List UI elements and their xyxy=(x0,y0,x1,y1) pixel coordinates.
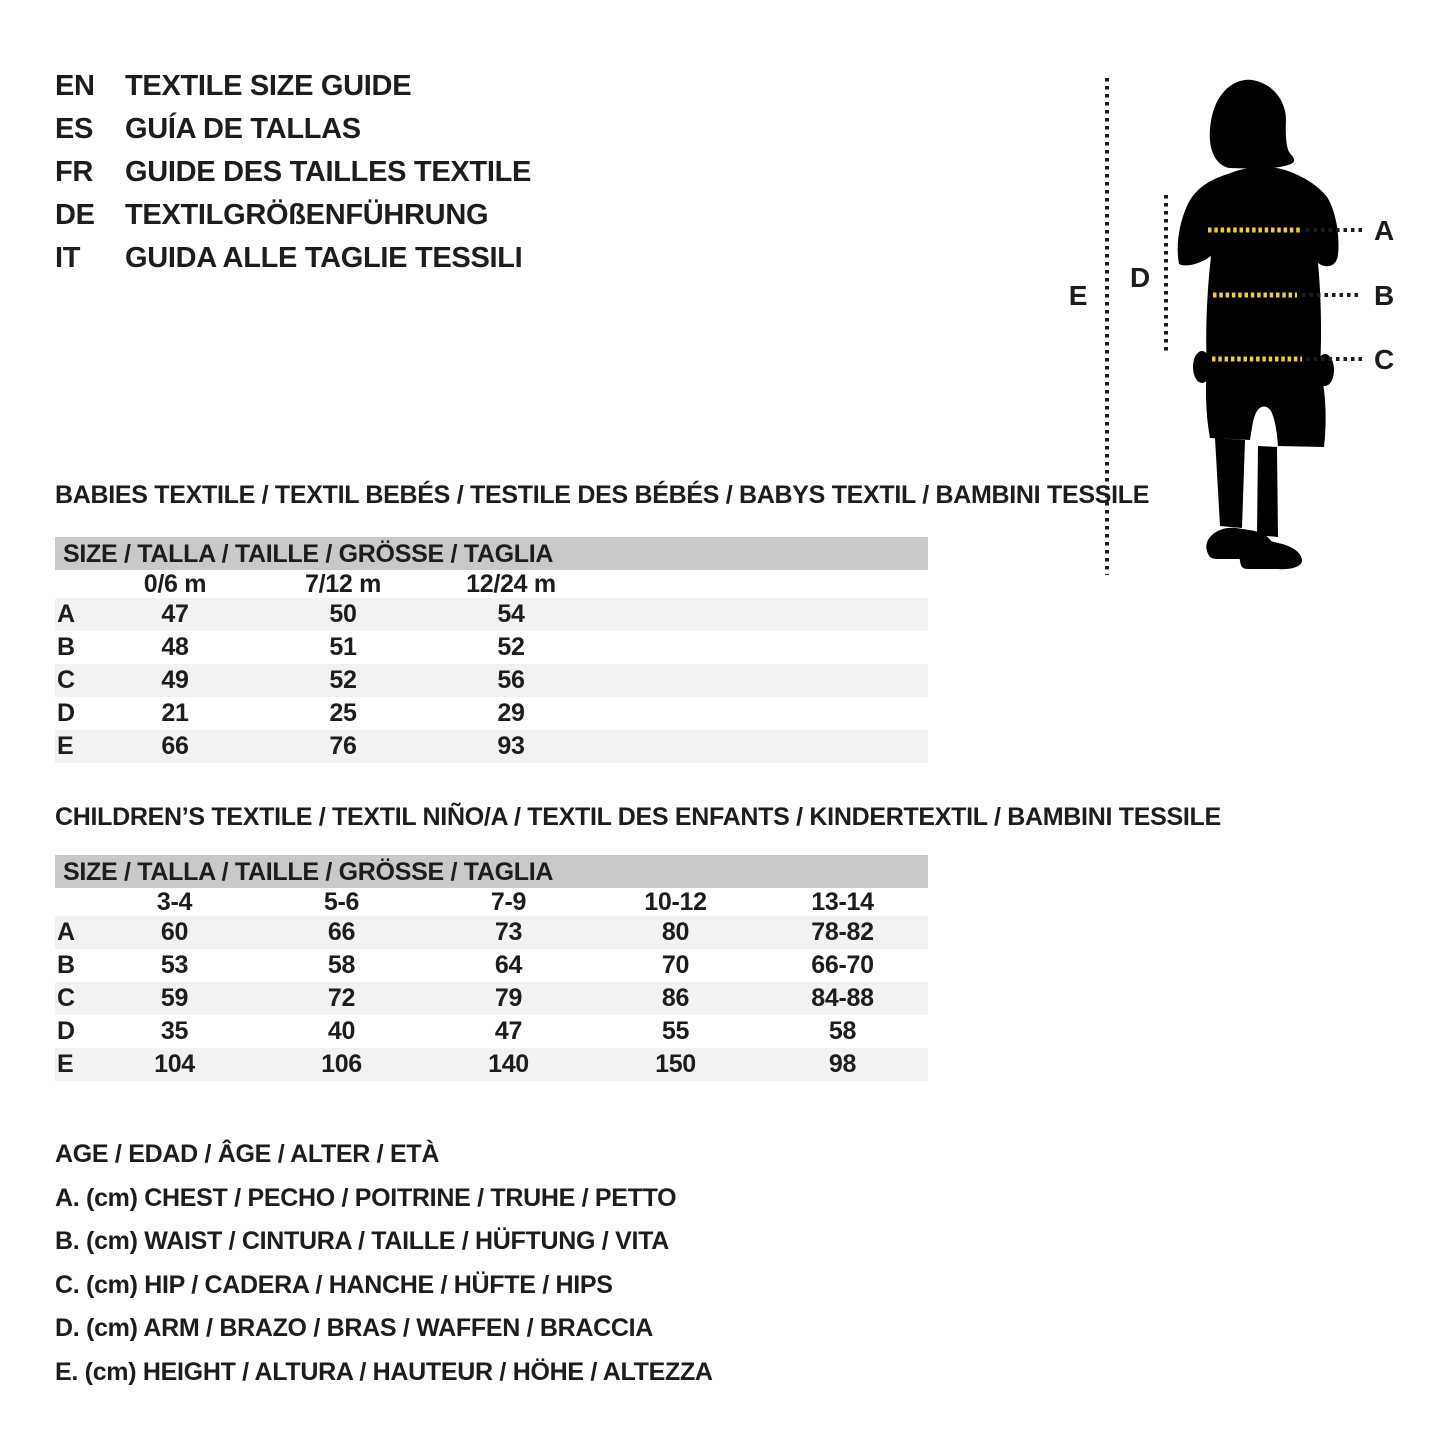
cell-value: 59 xyxy=(160,984,189,1012)
children-size-header-bar: SIZE / TALLA / TAILLE / GRÖSSE / TAGLIA xyxy=(55,855,928,888)
cell-value: 76 xyxy=(329,732,357,760)
legend-line-hip: C. (cm) HIP / CADERA / HANCHE / HÜFTE / HIPS xyxy=(55,1270,613,1299)
babies-column-header-row xyxy=(55,570,928,598)
column-header: 3-4 xyxy=(156,888,193,916)
column-header: 12/24 m xyxy=(466,570,556,598)
language-code: DE xyxy=(55,199,95,231)
table-row xyxy=(55,598,928,631)
row-label: A xyxy=(57,600,75,628)
corner-cell xyxy=(55,570,91,599)
marker-label-d: D xyxy=(1130,262,1150,293)
babies-section-title: BABIES TEXTILE / TEXTIL BEBÉS / TESTILE DES BÉBÉS / BABYS TEXTIL / BAMBINI TESSILE xyxy=(55,481,1150,509)
cell-value: 84-88 xyxy=(811,984,874,1012)
silhouette-tshirt xyxy=(1178,167,1339,370)
cell-value: 98 xyxy=(828,1050,857,1078)
measurement-legend xyxy=(55,1133,713,1394)
column-header: 5-6 xyxy=(323,888,360,916)
cell-value: 53 xyxy=(160,951,189,979)
cell-value: 104 xyxy=(154,1050,195,1078)
column-header: 7/12 m xyxy=(304,570,382,598)
cell-value: 150 xyxy=(655,1050,696,1078)
cell-value: 49 xyxy=(161,666,189,694)
legend-line-arm: D. (cm) ARM / BRAZO / BRAS / WAFFEN / BRACCIA xyxy=(55,1314,654,1342)
cell-value: 51 xyxy=(329,633,357,661)
cell-value: 47 xyxy=(161,600,189,628)
legend-line-height: E. (cm) HEIGHT / ALTURA / HAUTEUR / HÖHE / ALTEZZA xyxy=(55,1357,713,1386)
cell-value: 93 xyxy=(497,732,525,760)
language-title: TEXTILE SIZE GUIDE xyxy=(125,70,412,102)
cell-value: 79 xyxy=(494,984,523,1012)
cell-value: 66 xyxy=(161,732,189,760)
cell-value: 72 xyxy=(327,984,356,1012)
child-silhouette xyxy=(1178,80,1339,569)
marker-label-b: B xyxy=(1374,280,1394,311)
language-row-de xyxy=(55,194,531,237)
silhouette-left-leg xyxy=(1215,438,1245,528)
language-code: FR xyxy=(55,156,94,188)
table-row xyxy=(55,697,928,730)
cell-value: 73 xyxy=(494,918,523,946)
cell-value: 40 xyxy=(327,1017,356,1045)
table-row xyxy=(55,664,928,697)
language-code: EN xyxy=(55,70,95,102)
table-row xyxy=(55,1048,928,1081)
table-row xyxy=(55,1015,928,1048)
corner-cell xyxy=(55,888,91,917)
cell-value: 55 xyxy=(661,1017,690,1045)
cell-value: 66-70 xyxy=(811,951,874,979)
cell-value: 66 xyxy=(327,918,356,946)
language-title: GUIDE DES TAILLES TEXTILE xyxy=(125,156,532,188)
cell-value: 25 xyxy=(329,699,357,727)
cell-value: 78-82 xyxy=(811,918,874,946)
column-header: 13-14 xyxy=(811,888,874,916)
cell-value: 47 xyxy=(494,1017,523,1045)
language-title: GUIDA ALLE TAGLIE TESSILI xyxy=(125,242,523,274)
child-silhouette-measurement-figure xyxy=(1040,55,1445,600)
row-label: E xyxy=(57,732,74,760)
legend-line-waist: B. (cm) WAIST / CINTURA / TAILLE / HÜFTUNG / VITA xyxy=(55,1227,669,1255)
legend-line-chest: A. (cm) CHEST / PECHO / POITRINE / TRUHE / PETTO xyxy=(55,1183,677,1212)
cell-value: 54 xyxy=(497,600,525,628)
cell-value: 48 xyxy=(161,633,189,661)
column-header: 0/6 m xyxy=(143,570,207,598)
language-code: IT xyxy=(55,242,81,274)
language-row-en xyxy=(55,65,531,108)
cell-value: 106 xyxy=(321,1050,362,1078)
row-label: B xyxy=(57,633,75,661)
language-title-block xyxy=(55,65,531,280)
marker-label-c: C xyxy=(1374,344,1394,375)
row-label: A xyxy=(57,918,75,946)
column-header: 10-12 xyxy=(644,888,707,916)
legend-line-age: AGE / EDAD / ÂGE / ALTER / ETÀ xyxy=(55,1140,440,1168)
language-row-fr xyxy=(55,151,531,194)
row-label: B xyxy=(57,951,75,979)
table-row xyxy=(55,730,928,763)
language-row-es xyxy=(55,108,531,151)
table-row xyxy=(55,949,928,982)
cell-value: 50 xyxy=(329,600,357,628)
language-title: GUÍA DE TALLAS xyxy=(125,113,361,145)
children-section-title: CHILDREN’S TEXTILE / TEXTIL NIÑO/A / TEXTIL DES ENFANTS / KINDERTEXTIL / BAMBINI TESSILE xyxy=(55,803,1221,831)
cell-value: 58 xyxy=(327,951,356,979)
cell-value: 29 xyxy=(497,699,525,727)
language-code: ES xyxy=(55,113,94,145)
cell-value: 80 xyxy=(661,918,690,946)
row-label: C xyxy=(57,666,75,694)
row-label: D xyxy=(57,699,75,727)
cell-value: 21 xyxy=(161,699,189,727)
silhouette-head xyxy=(1210,80,1294,169)
children-column-header-row xyxy=(55,888,928,916)
row-label: D xyxy=(57,1017,75,1045)
cell-value: 64 xyxy=(494,951,523,979)
marker-label-a: A xyxy=(1374,215,1394,246)
cell-value: 60 xyxy=(160,918,189,946)
children-size-table xyxy=(55,855,928,1081)
babies-size-header-bar: SIZE / TALLA / TAILLE / GRÖSSE / TAGLIA xyxy=(55,537,928,570)
row-label: E xyxy=(57,1050,74,1078)
language-row-it xyxy=(55,237,531,280)
cell-value: 70 xyxy=(661,951,690,979)
cell-value: 58 xyxy=(828,1017,857,1045)
table-row xyxy=(55,631,928,664)
column-header: 7-9 xyxy=(490,888,527,916)
table-row xyxy=(55,916,928,949)
cell-value: 52 xyxy=(497,633,525,661)
cell-value: 56 xyxy=(497,666,525,694)
cell-value: 35 xyxy=(160,1017,189,1045)
marker-label-e: E xyxy=(1068,280,1088,311)
silhouette-rear-shoe xyxy=(1240,540,1302,569)
babies-size-table xyxy=(55,537,928,763)
row-label: C xyxy=(57,984,75,1012)
cell-value: 52 xyxy=(329,666,357,694)
cell-value: 86 xyxy=(661,984,690,1012)
language-title: TEXTILGRÖßENFÜHRUNG xyxy=(125,199,489,231)
silhouette-shorts xyxy=(1206,368,1326,447)
cell-value: 140 xyxy=(488,1050,529,1078)
table-row xyxy=(55,982,928,1015)
silhouette-right-leg xyxy=(1257,446,1278,537)
